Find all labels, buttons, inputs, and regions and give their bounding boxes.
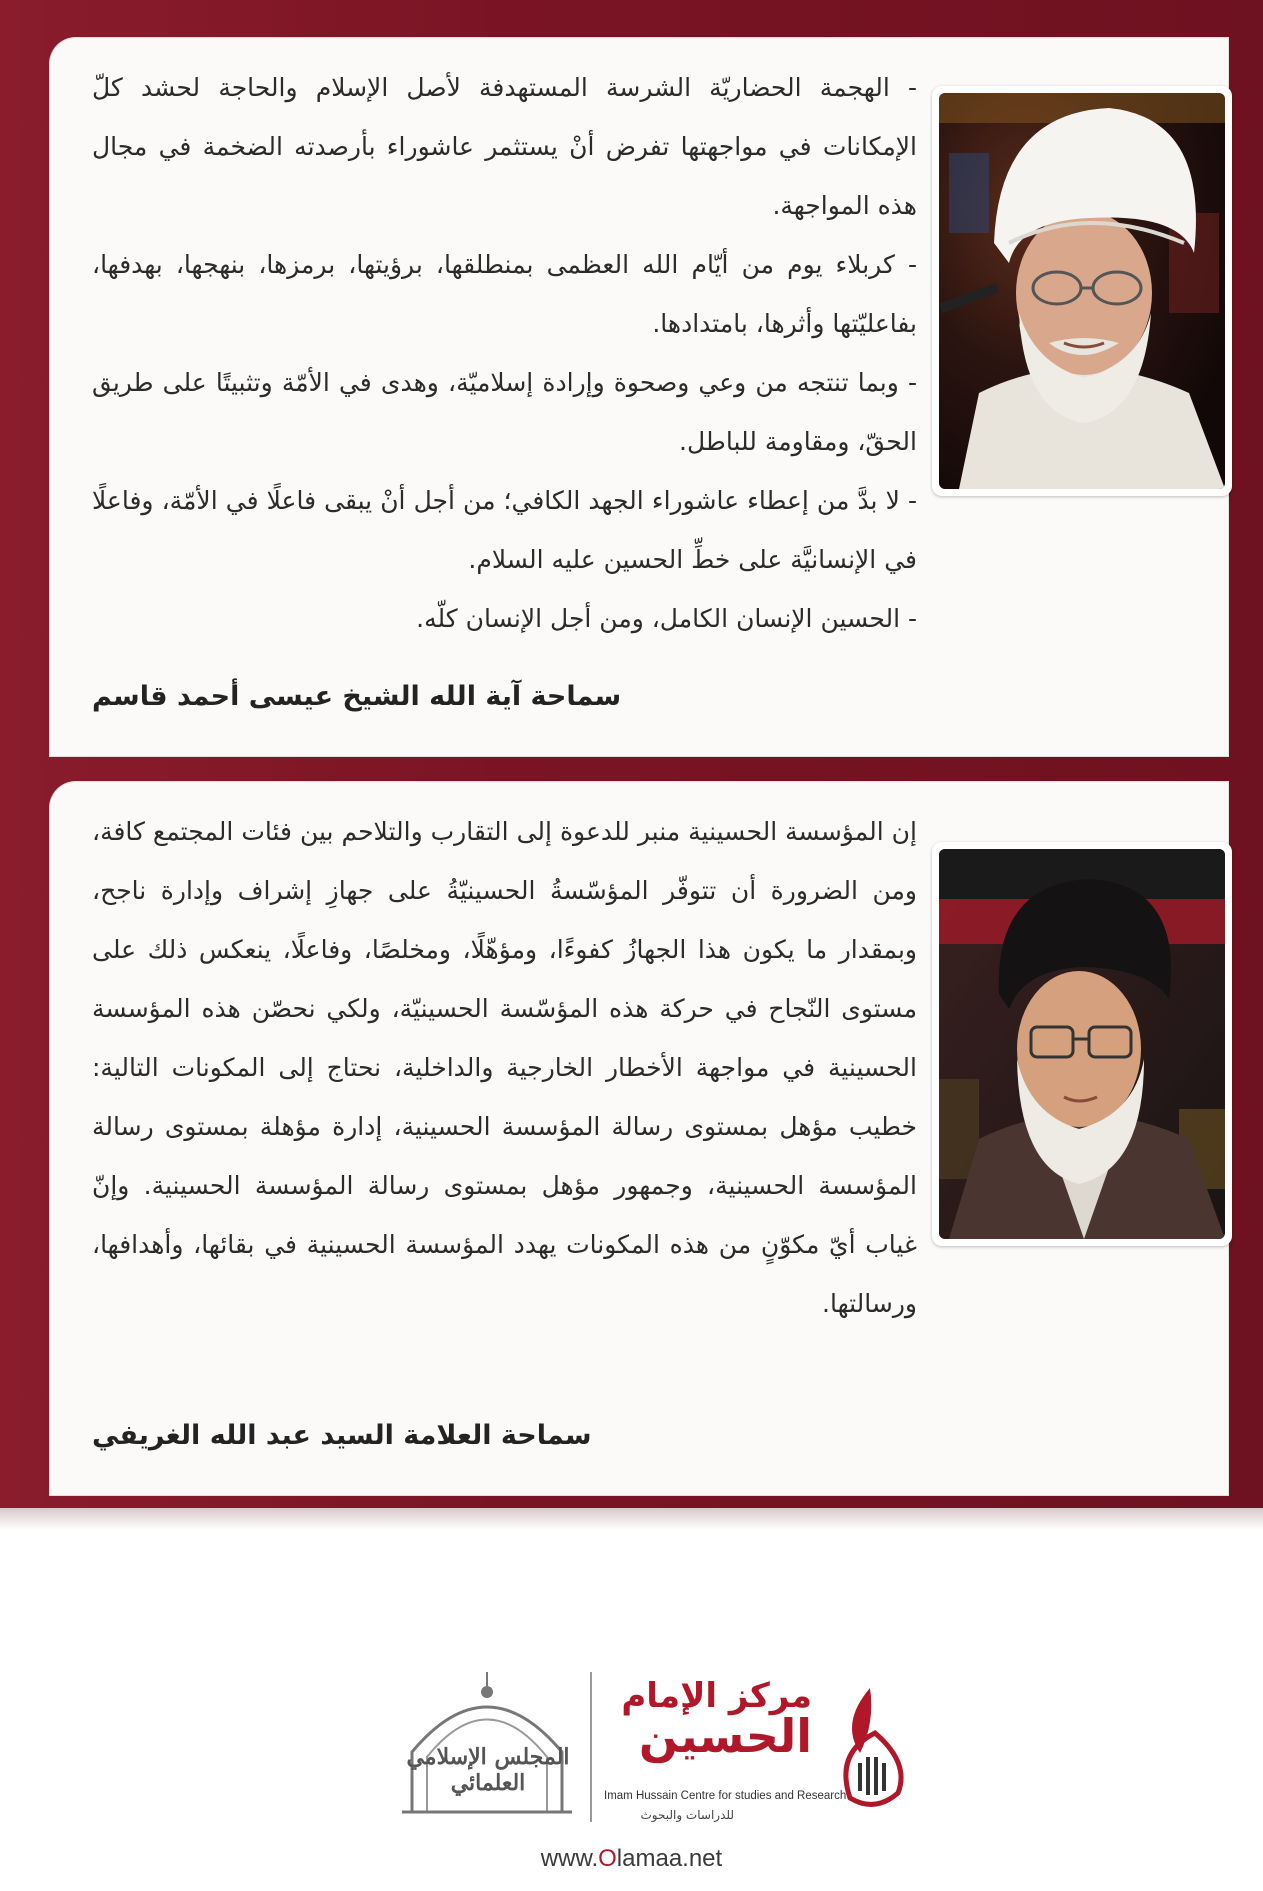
quote-paragraph: - كربلاء يوم من أيّام الله العظمى بمنطلقها، برؤيتها، برمزها، بنهجها، بهدفها، بفاعليّتها وأثرها، بامتدادها. xyxy=(92,250,917,338)
quote-paragraph: - لا بدَّ من إعطاء عاشوراء الجهد الكافي؛ من أجل أنْ يبقى فاعلًا في الأمّة، وفاعلًا في الإنسانيَّة على خطِّ الحسين عليه السلام. xyxy=(92,486,917,574)
logo-divider xyxy=(590,1672,592,1822)
url-suffix: lamaa.net xyxy=(616,1845,723,1872)
centre-title-line1: مركز الإمام xyxy=(621,1676,812,1716)
centre-title-line2: الحسين xyxy=(638,1709,812,1763)
quote-paragraph: - الحسين الإنسان الكامل، ومن أجل الإنسان كلّه. xyxy=(416,604,917,633)
url-prefix: www. xyxy=(540,1845,599,1872)
quote-paragraph: - الهجمة الحضاريّة الشرسة المستهدفة لأصل الإسلام والحاجة لحشد كلّ الإمكانات في مواجهتها تفرض أنْ يستثمر عاشوراء بأرصدته الضخمة في مجال هذه المواجهة. xyxy=(92,73,917,220)
centre-title xyxy=(612,1676,812,1763)
background-fade xyxy=(0,1508,1263,1530)
website-url[interactable] xyxy=(0,1845,1263,1873)
centre-arabic-subtitle: للدراسات والبحوث xyxy=(640,1808,734,1822)
photo-frame-qassim xyxy=(932,86,1232,496)
centre-english-name: Imam Hussain Centre for studies and Research xyxy=(604,1790,847,1802)
portrait-qassim xyxy=(939,93,1225,489)
quote-paragraph: - وبما تنتجه من وعي وصحوة وإرادة إسلاميّة، وهدى في الأمّة وتثبيتًا على طريق الحقّ، ومقاومة للباطل. xyxy=(92,368,917,456)
signature-ghuraifi: سماحة العلامة السيد عبد الله الغريفي xyxy=(92,1420,592,1451)
signature-qassim: سماحة آية الله الشيخ عيسى أحمد قاسم xyxy=(92,681,622,712)
quote-text-qassim xyxy=(92,58,917,648)
quote-paragraph: إن المؤسسة الحسينية منبر للدعوة إلى التقارب والتلاحم بين فئات المجتمع كافة، ومن الضرورة أن تتوفّر المؤسّسةُ الحسينيّةُ على جهازِ إشراف وإدارة ناجح، وبمقدار ما يكون هذا الجهازُ كفوءًا، ومؤهّلًا، ومخلصًا، وفاعلًا، ينعكس ذلك على مستوى النّجاح في حركة هذه المؤسّسة الحسينيّة، ولكي نحصّن هذه المؤسسة الحسينية في مواجهة الأخطار الخارجية والداخلية، نحتاج إلى المكونات التالية: خطيب مؤهل بمستوى رسالة المؤسسة الحسينية، إدارة مؤهلة بمستوى رسالة المؤسسة الحسينية، وجمهور مؤهل بمستوى رسالة المؤسسة الحسينية. وإنّ غياب أيّ مكوّنٍ من هذه المكونات يهدد المؤسسة الحسينية في بقائها، وأهدافها، ورسالتها. xyxy=(92,817,917,1318)
majlis-name: المجلس الإسلامي العلمائي xyxy=(406,1744,570,1796)
quote-text-ghuraifi xyxy=(92,802,917,1333)
photo-frame-ghuraifi xyxy=(932,842,1232,1246)
url-highlight: O xyxy=(598,1845,617,1872)
portrait-ghuraifi xyxy=(939,849,1225,1239)
